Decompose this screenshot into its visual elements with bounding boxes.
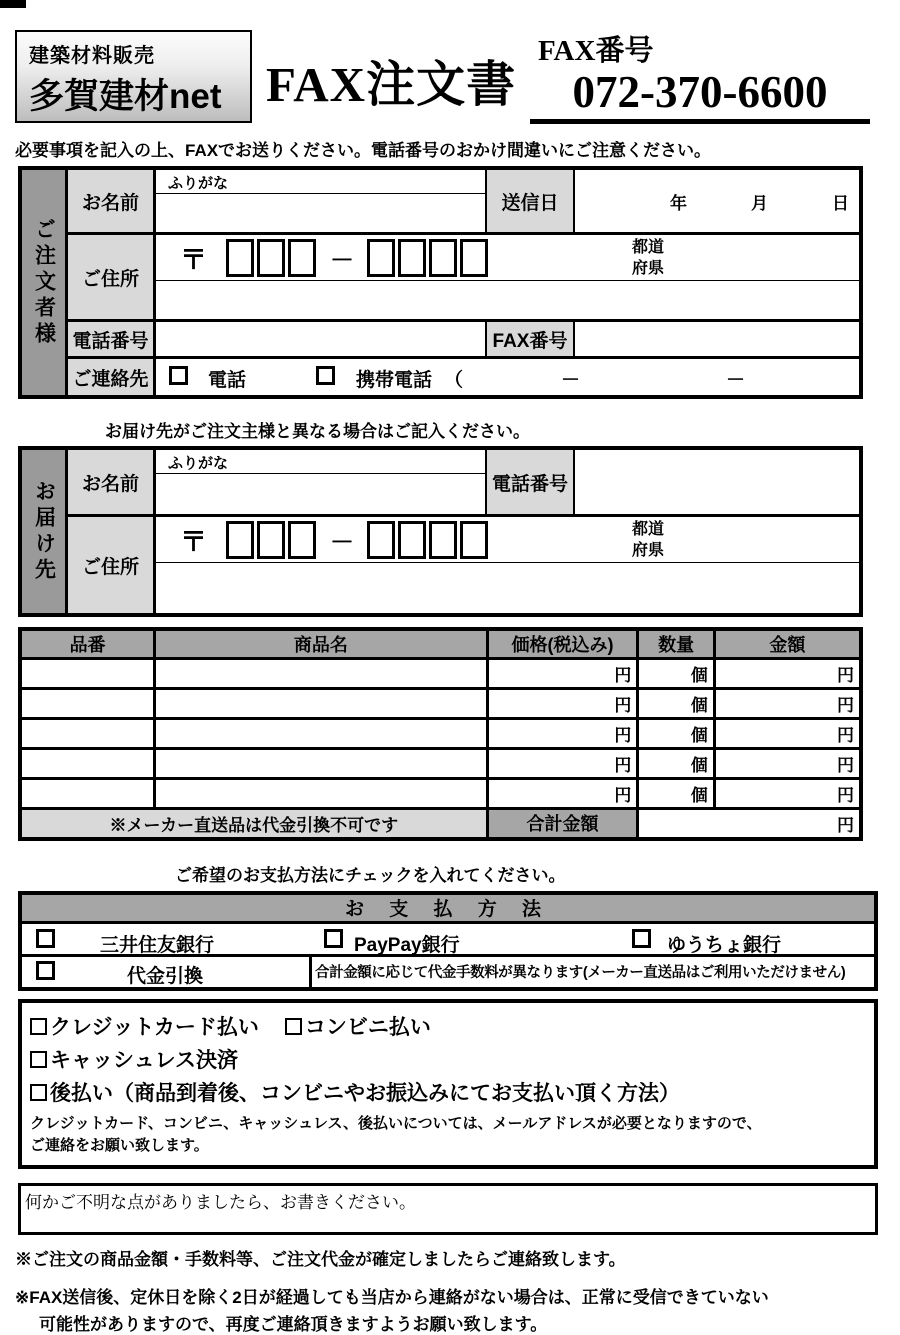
footnotes <box>15 1245 900 1335</box>
bank2-checkbox[interactable] <box>324 929 343 948</box>
postal-box[interactable] <box>398 239 426 277</box>
footnote-1: ※ご注文の商品金額・手数料等、ご注文代金が確定しましたらご連絡致します。 <box>15 1249 626 1269</box>
product-name-field[interactable] <box>155 719 488 749</box>
price-field[interactable]: 円 <box>487 779 638 809</box>
orderer-name-label: お名前 <box>68 170 156 232</box>
date-day-label: 日 <box>832 193 849 213</box>
price-field[interactable]: 円 <box>487 749 638 779</box>
contact-mobile-label: 携帯電話 <box>356 370 433 391</box>
delivery-table <box>18 446 863 617</box>
delivery-phone-field[interactable] <box>575 450 859 514</box>
logo-tagline: 建築材料販売 <box>29 45 155 67</box>
date-month-label: 月 <box>751 193 768 213</box>
prefecture-label: 都道 府県 <box>631 521 664 559</box>
postal-box[interactable] <box>367 521 395 559</box>
orderer-address-label: ご住所 <box>68 235 156 319</box>
logo-company-name: 多賀建材net <box>29 77 222 116</box>
delivery-address-field[interactable] <box>156 563 859 613</box>
delivery-section-label-cell <box>22 450 68 613</box>
products-table <box>18 627 863 841</box>
col-item-number: 品番 <box>20 629 155 659</box>
email-required-note-line2: ご連絡をお願い致します。 <box>30 1137 209 1154</box>
direct-shipping-note: ※メーカー直送品は代金引換不可です <box>20 809 487 839</box>
item-number-field[interactable] <box>20 719 155 749</box>
item-number-field[interactable] <box>20 749 155 779</box>
postal-dash: － <box>330 529 354 556</box>
orderer-address-field[interactable] <box>156 281 859 319</box>
product-row <box>20 689 861 719</box>
total-amount-field[interactable]: 円 <box>638 809 861 839</box>
credit-checkbox[interactable] <box>30 1018 47 1035</box>
amount-field[interactable]: 円 <box>714 719 861 749</box>
col-amount: 金額 <box>714 629 861 659</box>
deferred-label: 後払い（商品到着後、コンビニやお振込みにてお支払い頂く方法） <box>50 1080 680 1105</box>
total-amount-label: 合計金額 <box>487 809 638 839</box>
cashless-checkbox[interactable] <box>30 1051 47 1068</box>
payment-table <box>18 891 878 991</box>
deferred-checkbox[interactable] <box>30 1084 47 1101</box>
col-quantity: 数量 <box>638 629 714 659</box>
postal-box[interactable] <box>460 239 488 277</box>
credit-label: クレジットカード払い <box>50 1014 259 1039</box>
cod-fee-note: 合計金額に応じて代金手数料が異なります(メーカー直送品はご利用いただけません) <box>315 965 846 981</box>
postal-box[interactable] <box>367 239 395 277</box>
quantity-field[interactable]: 個 <box>638 779 714 809</box>
product-row <box>20 749 861 779</box>
bank-options-row <box>22 924 874 957</box>
contact-mobile-checkbox[interactable] <box>316 366 335 385</box>
product-name-field[interactable] <box>155 779 488 809</box>
delivery-address-label: ご住所 <box>68 517 156 613</box>
delivery-name-field[interactable] <box>156 474 485 514</box>
product-row <box>20 659 861 689</box>
orderer-furigana-label: ふりがな <box>156 170 485 194</box>
delivery-furigana-label: ふりがな <box>156 450 485 474</box>
contact-paren: （ <box>444 370 464 391</box>
amount-field[interactable]: 円 <box>714 749 861 779</box>
payment-title: お 支 払 方 法 <box>22 895 874 924</box>
item-number-field[interactable] <box>20 779 155 809</box>
postal-box[interactable] <box>429 239 457 277</box>
contact-phone-label: 電話 <box>208 370 247 391</box>
fax-number-block <box>530 28 870 124</box>
delivery-phone-label: 電話番号 <box>487 450 575 514</box>
quantity-field[interactable]: 個 <box>638 659 714 689</box>
orderer-name-field[interactable] <box>156 194 485 232</box>
postal-mark: 〒 <box>180 527 207 557</box>
delivery-section-label: お届け先 <box>32 479 56 584</box>
orderer-table <box>18 166 863 399</box>
bank3-label: ゆうちょ銀行 <box>667 934 782 956</box>
price-field[interactable]: 円 <box>487 689 638 719</box>
postal-box[interactable] <box>226 239 254 277</box>
fill-instruction: 必要事項を記入の上、FAXでお送りください。電話番号のおかけ間違いにご注意ください。 <box>15 141 712 160</box>
delivery-note: お届け先がご注文主様と異なる場合はご記入ください。 <box>105 422 530 441</box>
prefecture-label: 都道 府県 <box>631 239 664 277</box>
quantity-field[interactable]: 個 <box>638 719 714 749</box>
bank3-checkbox[interactable] <box>632 929 651 948</box>
payment-note: ご希望のお支払方法にチェックを入れてください。 <box>175 865 566 885</box>
company-logo <box>15 30 252 123</box>
price-field[interactable]: 円 <box>487 659 638 689</box>
product-name-field[interactable] <box>155 689 488 719</box>
col-product-name: 商品名 <box>155 629 488 659</box>
bank2-label: PayPay銀行 <box>354 934 460 956</box>
item-number-field[interactable] <box>20 659 155 689</box>
amount-field[interactable]: 円 <box>714 779 861 809</box>
orderer-phone-field[interactable] <box>156 322 487 356</box>
page-header <box>0 0 900 134</box>
postal-box[interactable] <box>429 521 457 559</box>
comment-box[interactable] <box>18 1183 878 1235</box>
item-number-field[interactable] <box>20 689 155 719</box>
cod-label: 代金引換 <box>127 965 204 987</box>
products-footer-row <box>20 809 861 839</box>
orderer-fax-label: FAX番号 <box>487 322 575 356</box>
col-price: 価格(税込み) <box>487 629 638 659</box>
orderer-section-label-cell <box>22 170 68 395</box>
other-payment-box <box>18 999 878 1169</box>
postal-dash: － <box>330 247 354 274</box>
cod-checkbox[interactable] <box>36 961 55 980</box>
contact-dash-1: － <box>561 370 581 391</box>
cashless-label: キャッシュレス決済 <box>50 1047 238 1072</box>
contact-dash-2: － <box>726 370 746 391</box>
footnote-2-line1: ※FAX送信後、定休日を除く2日が経過しても当店から連絡がない場合は、正常に受信できていない <box>15 1287 769 1307</box>
convenience-checkbox[interactable] <box>285 1018 302 1035</box>
orderer-fax-field[interactable] <box>575 322 859 356</box>
page-title: FAX注文書 <box>266 57 517 112</box>
bank1-checkbox[interactable] <box>36 929 55 948</box>
price-field[interactable]: 円 <box>487 719 638 749</box>
fax-number-value: 072-370-6600 <box>530 69 870 124</box>
postal-box[interactable] <box>460 521 488 559</box>
date-year-label: 年 <box>670 193 687 213</box>
postal-mark: 〒 <box>180 245 207 275</box>
postal-box[interactable] <box>288 239 316 277</box>
products-header-row <box>20 629 861 659</box>
contact-method-label: ご連絡先 <box>68 359 156 395</box>
convenience-label: コンビニ払い <box>304 1014 431 1039</box>
send-date-label: 送信日 <box>487 170 575 232</box>
product-row <box>20 779 861 809</box>
postal-box[interactable] <box>288 521 316 559</box>
quantity-field[interactable]: 個 <box>638 689 714 719</box>
postal-box[interactable] <box>257 521 285 559</box>
postal-box[interactable] <box>257 239 285 277</box>
quantity-field[interactable]: 個 <box>638 749 714 779</box>
cod-option <box>22 957 312 987</box>
product-row <box>20 719 861 749</box>
product-name-field[interactable] <box>155 749 488 779</box>
orderer-phone-label: 電話番号 <box>68 322 156 356</box>
email-required-note-line1: クレジットカード、コンビニ、キャッシュレス、後払いについては、メールアドレスが必要となりますので、 <box>30 1115 762 1132</box>
orderer-section-label: ご注文者様 <box>32 217 56 348</box>
contact-phone-checkbox[interactable] <box>169 366 188 385</box>
bank1-label: 三井住友銀行 <box>100 934 215 956</box>
amount-field[interactable]: 円 <box>714 659 861 689</box>
amount-field[interactable]: 円 <box>714 689 861 719</box>
product-name-field[interactable] <box>155 659 488 689</box>
send-date-field[interactable] <box>575 170 859 232</box>
fax-number-label: FAX番号 <box>538 35 654 67</box>
delivery-name-label: お名前 <box>68 450 156 514</box>
comment-label: 何かご不明な点がありましたら、お書きください。 <box>25 1192 416 1212</box>
postal-box[interactable] <box>398 521 426 559</box>
postal-box[interactable] <box>226 521 254 559</box>
footnote-2-line2: 可能性がありますので、再度ご連絡頂きますようお願い致します。 <box>39 1314 548 1334</box>
